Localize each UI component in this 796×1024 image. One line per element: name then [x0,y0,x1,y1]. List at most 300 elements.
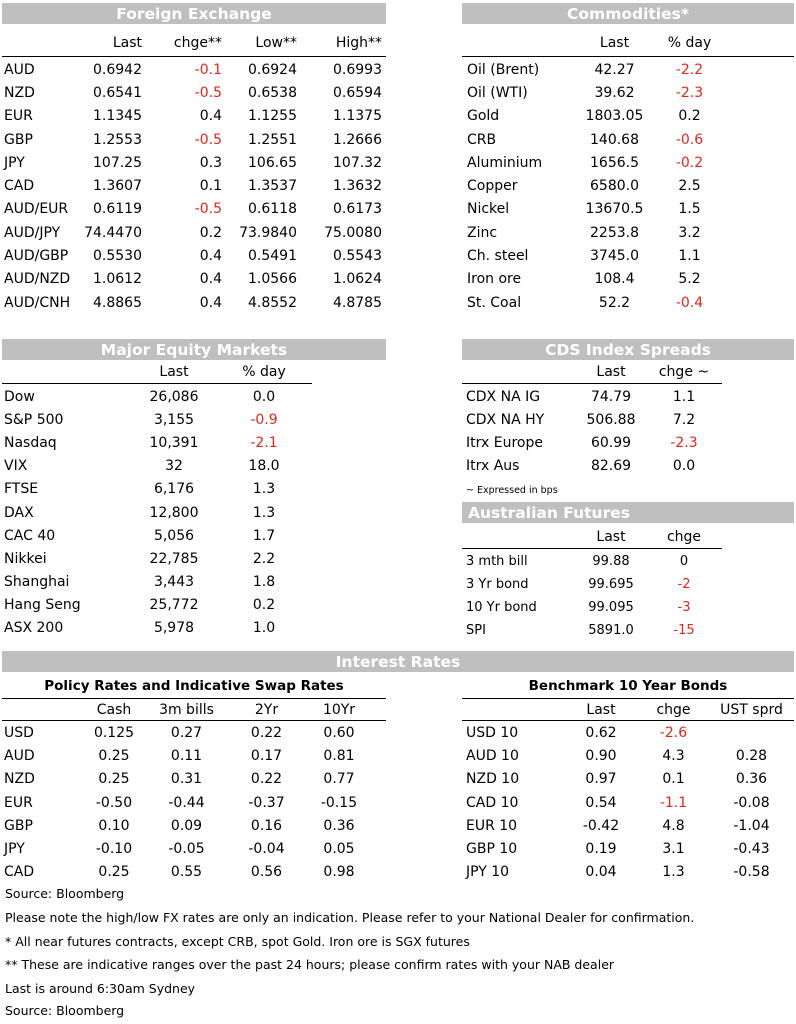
policy-row-cell: 0.125 [93,724,135,741]
bond-row-cell: 0.97 [585,771,617,788]
commodity-row-cell: 1803.05 [585,108,644,125]
policy-row-cell: 0.98 [323,864,355,881]
policy-row-cell: 0.22 [250,724,283,741]
policy-row-label: JPY [4,841,25,858]
commodity-row-label: Oil (WTI) [467,84,528,101]
bonds-col-chge: chge [656,701,691,718]
futures-row [466,573,722,596]
fx-row-cell: 74.4470 [84,224,142,241]
cds-row-cell: 1.1 [672,388,696,405]
commodities-col-day: % day [667,35,712,51]
fx-row-cell: 107.25 [93,154,142,171]
policy-row-cell: 0.09 [170,817,203,834]
futures-row-cell: 99.695 [588,577,634,592]
fx-row-cell: 0.5543 [333,248,382,265]
equity-row-cell: 25,772 [149,597,199,614]
fx-row-cell: 0.3 [199,154,222,171]
bond-row-cell: -2.6 [659,724,688,741]
policy-row-cell: 0.56 [250,864,283,881]
commodities-table [467,31,727,314]
footnote-ranges: ** These are indicative ranges over the past 24 hours; please confirm rates with your NAB dealer [5,957,615,972]
commodity-row [467,174,727,197]
equity-row [4,594,304,617]
bond-row-label: AUD 10 [466,747,519,764]
policy-col-10yr: 10Yr [322,701,356,718]
fx-col-chge: chge** [173,35,222,51]
commodity-row-label: Nickel [467,201,510,218]
fx-row-cell: 0.6541 [93,84,142,101]
futures-row-cell: 5891.0 [588,623,634,638]
bonds-col-last: Last [586,701,616,718]
equity-col-day: % day [242,364,286,380]
bond-row-label: EUR 10 [466,817,518,834]
fx-row [4,174,382,197]
equity-row-cell: 32 [165,458,183,475]
futures-col-chge: chge [666,529,702,545]
equity-header: Major Equity Markets [2,339,386,360]
commodity-row-cell: 39.62 [594,84,635,101]
footnote-futures: * All near futures contracts, except CRB, spot Gold. Iron ore is SGX futures [5,934,470,949]
futures-row [466,619,722,642]
fx-row-cell: 0.6119 [93,201,142,218]
fx-row-cell: -0.5 [194,131,222,148]
bond-row-cell: 4.8 [662,817,685,834]
commodity-row-cell: 3.2 [678,224,701,241]
fx-row-cell: 1.0566 [248,271,297,288]
fx-row [4,58,382,81]
fx-row-label: AUD/JPY [4,224,61,241]
policy-row-cell: 0.16 [250,817,283,834]
equity-row [4,478,304,501]
futures-row [466,550,722,573]
equity-row-label: DAX [4,504,34,521]
policy-rates-table [4,699,374,884]
commodity-row [467,128,727,151]
bond-row-cell: -1.04 [733,817,770,834]
futures-row-label: 3 mth bill [466,554,528,569]
commodity-row-cell: 13670.5 [585,201,644,218]
fx-row [4,151,382,174]
bond-row [466,861,792,884]
cds-row-cell: 60.99 [590,434,632,451]
commodity-row-cell: 2.5 [678,178,701,195]
fx-row [4,128,382,151]
cds-row-cell: 74.79 [590,388,632,405]
futures-row-cell: 99.095 [588,600,634,615]
policy-row-cell: 0.81 [323,747,355,764]
equity-row-label: CAC 40 [4,527,56,544]
cds-row [466,431,722,454]
policy-rates-title: Policy Rates and Indicative Swap Rates [44,678,344,694]
bond-row-cell: 0.54 [585,794,617,811]
commodity-row-cell: 1.1 [678,248,701,265]
fx-table [4,31,382,314]
fx-row-label: GBP [4,131,33,148]
fx-row-cell: 1.1255 [248,108,297,125]
bond-row-cell: 0.28 [735,747,768,764]
futures-row-cell: -2 [677,577,691,592]
equity-row [4,385,304,408]
bond-row [466,837,792,860]
fx-col-low: Low** [255,35,297,51]
fx-row-label: AUD/CNH [4,294,71,311]
fx-row-cell: 1.3537 [248,178,297,195]
rates-header: Interest Rates [2,651,794,672]
bond-row [466,814,792,837]
cds-row-cell: 7.2 [672,411,696,428]
cds-header: CDS Index Spreads [462,339,794,360]
fx-row-cell: 0.2 [199,224,222,241]
equity-row-cell: 5,056 [153,527,195,544]
cds-row [466,455,722,478]
futures-row-cell: -15 [673,623,695,638]
fx-row-cell: 0.5491 [248,248,297,265]
policy-row [4,791,374,814]
policy-col-3m: 3m bills [159,701,214,718]
commodity-row-label: Gold [467,108,500,125]
equity-row-cell: 5,978 [153,620,195,637]
fx-row-cell: 1.0612 [93,271,142,288]
cds-row [466,408,722,431]
fx-header: Foreign Exchange [2,3,386,24]
policy-row-cell: -0.44 [168,794,205,811]
futures-row-label: 3 Yr bond [466,577,529,592]
fx-row-label: CAD [4,178,35,195]
bond-row-label: CAD 10 [466,794,519,811]
bond-row-cell: 0.62 [585,724,617,741]
commodity-row-cell: 6580.0 [590,178,639,195]
bond-row-label: NZD 10 [466,771,520,788]
fx-row [4,291,382,314]
equity-row [4,408,304,431]
fx-row-cell: 1.2553 [93,131,142,148]
commodity-row [467,58,727,81]
fx-row-label: JPY [4,154,25,171]
commodity-row [467,105,727,128]
equity-row-label: Nasdaq [4,434,57,451]
fx-row [4,81,382,104]
bond-row-cell: 0.36 [735,771,768,788]
commodity-row [467,244,727,267]
commodity-row-cell: 108.4 [594,271,635,288]
cds-row-cell: 0.0 [672,458,696,475]
commodity-row-label: St. Coal [467,294,522,311]
fx-row-cell: 1.3607 [93,178,142,195]
commodity-row-cell: -0.6 [675,131,704,148]
fx-row-cell: 0.1 [199,178,222,195]
policy-row-cell: 0.55 [170,864,203,881]
fx-row [4,268,382,291]
policy-row-cell: -0.15 [320,794,358,811]
equity-row [4,455,304,478]
policy-row-cell: 0.11 [170,747,203,764]
bond-row [466,791,792,814]
equity-row-label: Nikkei [4,550,47,567]
fx-row-cell: 4.8785 [333,294,382,311]
equity-row-cell: 1.8 [252,574,276,591]
equity-row-cell: 0.0 [252,388,276,405]
equity-col-last: Last [159,364,189,380]
footnote-fx-disclaimer: Please note the high/low FX rates are only an indication. Please refer to your National Dealer for confirmation. [5,910,695,925]
fx-row-cell: 0.6924 [248,61,297,78]
cds-row-label: CDX NA HY [466,411,545,428]
equity-row-cell: 2.2 [252,550,276,567]
futures-col-last: Last [596,529,626,545]
fx-col-high: High** [335,35,382,51]
equity-row [4,571,304,594]
fx-row-cell: 0.4 [199,248,222,265]
policy-row-cell: 0.25 [98,747,130,764]
footnote-last-time: Last is around 6:30am Sydney [5,981,196,996]
bonds-title: Benchmark 10 Year Bonds [528,678,728,694]
policy-row [4,721,374,744]
policy-row-label: AUD [4,747,35,764]
fx-row-label: AUD/NZD [4,271,71,288]
policy-row-cell: 0.31 [170,771,203,788]
commodity-row-label: Zinc [467,224,498,241]
equity-table [4,361,304,640]
equity-row-label: VIX [4,458,28,475]
cds-row-cell: 506.88 [586,411,636,428]
fx-row-cell: 1.2551 [248,131,297,148]
policy-row-cell: 0.05 [323,841,355,858]
commodity-row-label: Oil (Brent) [467,61,540,78]
equity-row-cell: -0.9 [250,411,278,428]
futures-row-cell: 0 [679,554,689,569]
policy-row-label: NZD [4,771,35,788]
footnote-source-2: Source: Bloomberg [5,1003,125,1018]
equity-row-cell: 1.7 [252,527,276,544]
bond-row-cell [711,721,792,744]
commodity-row-cell: 140.68 [590,131,639,148]
equity-row-cell: 12,800 [149,504,199,521]
cds-col-last: Last [596,364,626,380]
fx-row-label: NZD [4,84,35,101]
bond-row-label: JPY 10 [466,864,510,881]
equity-row-label: ASX 200 [4,620,64,637]
policy-row-cell: 0.25 [98,864,130,881]
fx-row-cell: 106.65 [248,154,297,171]
bond-row-cell: -0.42 [582,817,620,834]
bond-row-cell: 0.19 [585,841,617,858]
commodity-row-cell: 3745.0 [590,248,639,265]
policy-row [4,744,374,767]
policy-row-cell: 0.60 [323,724,355,741]
fx-row-label: AUD/EUR [4,201,69,218]
policy-row-label: EUR [4,794,33,811]
equity-row [4,501,304,524]
fx-row-cell: -0.1 [194,61,222,78]
cds-row-cell: 82.69 [590,458,632,475]
policy-row-label: USD [4,724,34,741]
equity-row-cell: 3,155 [153,411,195,428]
policy-row [4,768,374,791]
bond-row-cell: 3.1 [662,841,685,858]
fx-row-label: AUD [4,61,35,78]
commodity-row [467,151,727,174]
futures-table [466,526,722,642]
commodity-row-label: Copper [467,178,518,195]
cds-row-label: Itrx Europe [466,434,543,451]
fx-row-cell: 4.8552 [248,294,297,311]
futures-row-cell: -3 [677,600,691,615]
policy-row-label: GBP [4,817,33,834]
bond-row-cell: 0.1 [662,771,685,788]
policy-row-cell: 0.10 [98,817,130,834]
fx-col-last: Last [112,35,142,51]
bond-row-label: GBP 10 [466,841,518,858]
equity-row-label: Shanghai [4,574,70,591]
equity-row-cell: 18.0 [248,458,280,475]
equity-row-label: Dow [4,388,35,405]
commodities-col-last: Last [599,35,630,51]
commodity-row-label: Aluminium [467,154,543,171]
futures-header: Australian Futures [462,502,794,523]
policy-row-cell: 0.36 [323,817,355,834]
equity-row-label: Hang Seng [4,597,81,614]
fx-row-cell: 0.6594 [333,84,382,101]
cds-col-chge: chge ~ [658,364,710,380]
fx-row-cell: 1.0624 [333,271,382,288]
policy-row-cell: -0.37 [248,794,285,811]
policy-row [4,814,374,837]
commodity-row [467,198,727,221]
fx-row [4,221,382,244]
cds-row-label: Itrx Aus [466,458,520,475]
fx-row-cell: 0.6993 [333,61,382,78]
equity-row-cell: 10,391 [149,434,199,451]
bond-row-cell: -0.43 [733,841,770,858]
fx-row [4,244,382,267]
policy-row [4,837,374,860]
fx-row-label: EUR [4,108,33,125]
commodity-row-label: CRB [467,131,497,148]
policy-row-cell: 0.25 [98,771,130,788]
equity-row-cell: 1.3 [252,504,276,521]
equity-row-cell: 22,785 [149,550,199,567]
fx-row-cell: 1.1375 [333,108,382,125]
commodity-row-cell: 52.2 [598,294,631,311]
fx-row-cell: 0.4 [199,108,222,125]
commodity-row-cell: 5.2 [678,271,701,288]
cds-table [466,361,722,478]
commodity-row [467,81,727,104]
commodity-row-cell: 2253.8 [590,224,639,241]
commodity-row [467,291,727,314]
policy-row-label: CAD [4,864,35,881]
policy-row-cell: 0.77 [323,771,355,788]
commodity-row-label: Iron ore [467,271,522,288]
fx-row-cell: 0.6173 [333,201,382,218]
bond-row-cell: -1.1 [659,794,688,811]
commodity-row-cell: -0.2 [675,154,704,171]
equity-row-cell: 3,443 [153,574,195,591]
fx-row-cell: 75.0080 [324,224,382,241]
bonds-col-ust: UST sprd [720,701,783,718]
cds-note: ~ Expressed in bps [466,485,558,496]
commodity-row [467,268,727,291]
equity-row [4,617,304,640]
bond-row [466,768,792,791]
fx-row-label: AUD/GBP [4,248,69,265]
policy-col-2yr: 2Yr [254,701,279,718]
commodity-row-cell: 42.27 [594,61,635,78]
policy-row-cell: -0.05 [168,841,205,858]
bond-row-cell: -0.58 [733,864,770,881]
fx-row-cell: -0.5 [194,201,222,218]
fx-row-cell: -0.5 [194,84,222,101]
fx-row-cell: 4.8865 [93,294,142,311]
fx-row [4,105,382,128]
fx-row-cell: 1.3632 [333,178,382,195]
bond-row-cell: 1.3 [662,864,685,881]
policy-row-cell: -0.50 [95,794,133,811]
equity-row [4,547,304,570]
bond-row-cell: -0.08 [733,794,770,811]
fx-row-cell: 1.1345 [93,108,142,125]
futures-row-cell: 99.88 [592,554,630,569]
equity-row-label: FTSE [4,481,39,498]
policy-row-cell: 0.17 [250,747,283,764]
fx-row-cell: 0.6538 [248,84,297,101]
equity-row-label: S&P 500 [4,411,64,428]
futures-row-label: SPI [466,623,486,638]
futures-row-label: 10 Yr bond [466,600,537,615]
equity-row-cell: 26,086 [149,388,199,405]
policy-row-cell: 0.22 [250,771,283,788]
policy-row-cell: -0.10 [95,841,133,858]
policy-col-cash: Cash [96,701,132,718]
bond-row-cell: 4.3 [662,747,685,764]
equity-row-cell: 0.2 [252,597,276,614]
commodity-row-label: Ch. steel [467,248,529,265]
fx-row-cell: 1.2666 [333,131,382,148]
fx-row [4,198,382,221]
fx-row-cell: 0.4 [199,271,222,288]
cds-row-label: CDX NA IG [466,388,541,405]
commodity-row [467,221,727,244]
equity-row-cell: 1.0 [252,620,276,637]
cds-row [466,385,722,408]
fx-row-cell: 0.6942 [93,61,142,78]
bond-row [466,721,792,744]
commodity-row-cell: -2.3 [675,84,704,101]
equity-row [4,431,304,454]
bonds-table [466,699,792,884]
commodity-row-cell: 0.2 [678,108,701,125]
cds-row-cell: -2.3 [670,434,698,451]
futures-row [466,596,722,619]
footnote-source-1: Source: Bloomberg [5,886,125,901]
fx-row-cell: 0.4 [199,294,222,311]
bond-row-cell: 0.04 [585,864,617,881]
policy-row-cell: 0.27 [170,724,203,741]
bond-row-cell: 0.90 [585,747,617,764]
commodity-row-cell: 1.5 [678,201,701,218]
policy-row-cell: -0.04 [248,841,285,858]
fx-row-cell: 0.5530 [93,248,142,265]
fx-row-cell: 0.6118 [248,201,297,218]
equity-row-cell: -2.1 [250,434,278,451]
policy-row [4,861,374,884]
commodities-header: Commodities* [462,3,794,24]
equity-row [4,524,304,547]
commodity-row-cell: 1656.5 [590,154,639,171]
commodity-row-cell: -0.4 [675,294,704,311]
commodity-row-cell: -2.2 [675,61,704,78]
fx-row-cell: 73.9840 [239,224,297,241]
fx-row-cell: 107.32 [333,154,382,171]
